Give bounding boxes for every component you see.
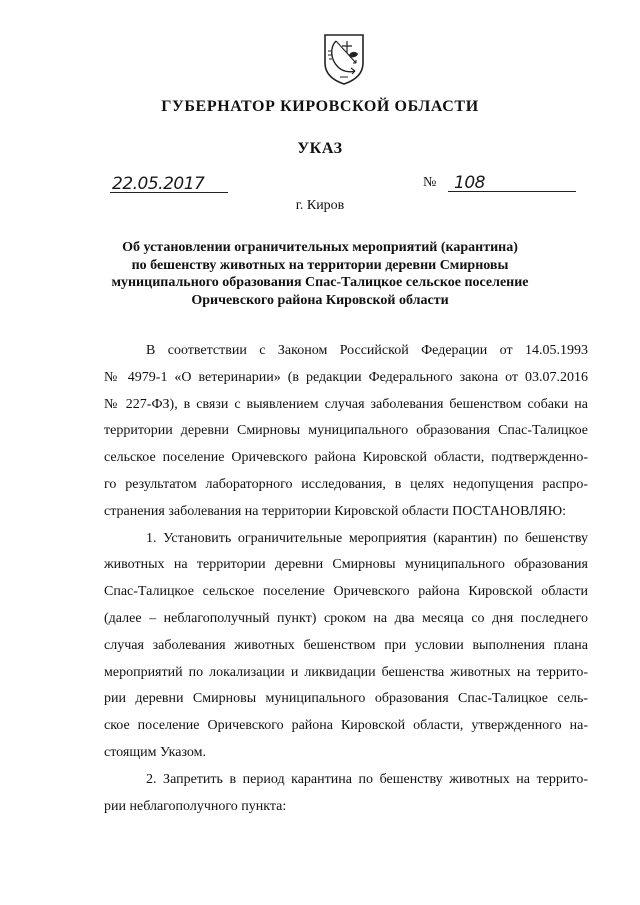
clause-2-paragraph <box>104 767 588 821</box>
text-line: странения заболевания на территории Кировской области ПОСТАНОВЛЯЮ: <box>104 503 567 519</box>
text-line: В соответствии с Законом Российской Федерации от 14.05.1993 <box>146 343 588 358</box>
text-line: животных на территории деревни Смирновы муниципального образования <box>104 557 588 573</box>
preamble-paragraph <box>104 338 588 526</box>
handwritten-date: 22.05.2017 <box>112 174 205 194</box>
date-field <box>110 172 228 193</box>
text-line: рии деревни Смирновы муниципального образования Спас-Талицкое сель- <box>104 691 588 707</box>
title-line: Об установлении ограничительных мероприятий (карантина) <box>122 240 518 255</box>
title-line: по бешенству животных на территории деревни Смирновы <box>131 257 509 273</box>
text-line: го результатом лабораторного исследования, в целях недопущения распро- <box>104 476 588 492</box>
document-body <box>104 338 588 820</box>
text-line: 2. Запретить в период карантина по бешенству животных на террито- <box>146 771 588 787</box>
document-title <box>96 239 544 309</box>
clause-1-paragraph <box>104 526 588 767</box>
handwritten-number: 108 <box>454 173 485 193</box>
title-line: муниципального образования Спас-Талицкое сельское поселение <box>111 275 529 290</box>
text-line: стоящим Указом. <box>104 744 206 760</box>
text-line: мероприятий по локализации и ликвидации бешенства животных на террито- <box>104 664 588 680</box>
text-line: № 4979-1 «О ветеринарии» (в редакции Федерального закона от 03.07.2016 <box>104 369 588 385</box>
text-line: рии неблагополучного пункта: <box>104 798 287 814</box>
text-line: № 227-ФЗ), в связи с выявлением случая заболевания бешенством собаки на <box>104 396 588 412</box>
text-line: (далее – неблагополучный пункт) сроком на два месяца со дня последнего <box>104 610 588 626</box>
issuing-authority-heading: ГУБЕРНАТОР КИРОВСКОЙ ОБЛАСТИ <box>161 98 479 115</box>
kirov-region-coat-of-arms-icon <box>322 33 366 85</box>
text-line: территории деревни Смирновы муниципального образования Спас-Талицкое <box>104 423 588 439</box>
document-type-heading: УКАЗ <box>297 140 343 157</box>
issue-city: г. Киров <box>295 198 345 213</box>
text-line: 1. Установить ограничительные мероприятия (карантин) по бешенству <box>146 530 588 546</box>
number-sign: № <box>423 175 437 190</box>
document-number-field <box>423 172 578 192</box>
text-line: ское поселение Оричевского района Кировской области, утвержденного на- <box>104 718 588 734</box>
text-line: сельское поселение Оричевского района Кировской области, подтвержденно- <box>104 450 588 466</box>
number-underline <box>448 171 576 192</box>
text-line: Спас-Талицкое сельское поселение Оричевского района Кировской области <box>104 584 588 600</box>
title-line: Оричевского района Кировской области <box>191 292 449 308</box>
text-line: случая заболевания животных бешенством при условии выполнения плана <box>104 637 588 653</box>
